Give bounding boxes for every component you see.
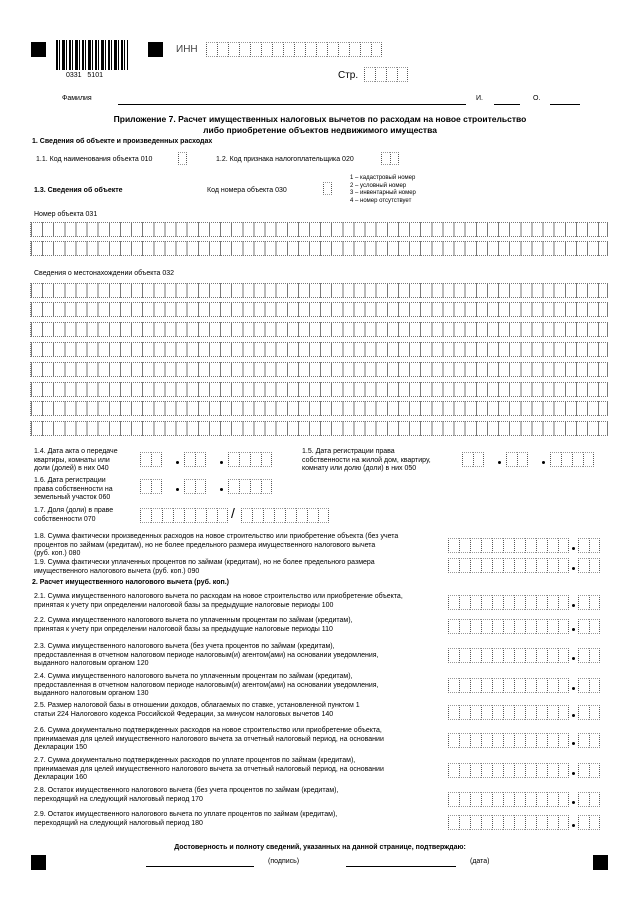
inn-field[interactable] xyxy=(206,42,382,57)
page-label: Стр. xyxy=(338,70,359,81)
field-2-1-line-2: принятая к учету при определении налоговой базы за предыдущие налоговые периоды 100 xyxy=(34,601,334,609)
object-number-label: Номер объекта 031 xyxy=(34,211,98,218)
barcode-number: 0331 5101 xyxy=(66,72,103,79)
date-field[interactable] xyxy=(346,866,456,867)
field-1-3-label: 1.3. Сведения об объекте xyxy=(34,187,123,194)
location-row-2[interactable] xyxy=(30,302,608,317)
field-2-9-kopecks[interactable] xyxy=(578,815,600,830)
field-1-5-line-3: комнату или долю (доли) в них 050 xyxy=(302,465,417,472)
date-caption: (дата) xyxy=(470,858,490,865)
field-1-7-numerator[interactable] xyxy=(140,508,228,523)
date-separator xyxy=(176,461,179,464)
field-1-6-line-1: 1.6. Дата регистрации xyxy=(34,477,106,484)
code-legend-4: 4 – номер отсутствует xyxy=(350,197,412,204)
initial-i-label: И. xyxy=(476,95,483,102)
field-1-6-label xyxy=(34,477,113,503)
decimal-point xyxy=(572,687,575,690)
field-2-8-line-1: 2.8. Остаток имущественного налогового вычета (без учета процентов по займам (кредитам), xyxy=(34,787,339,794)
decimal-point xyxy=(572,657,575,660)
field-2-7-label xyxy=(34,757,384,783)
field-2-4-line-3: выданного налоговым органом 130 xyxy=(34,690,149,697)
field-1-2-label: 1.2. Код признака налогоплательщика 020 xyxy=(216,156,354,163)
field-2-2-kopecks[interactable] xyxy=(578,619,600,634)
decimal-point xyxy=(572,772,575,775)
field-1-8-line-3: (руб. коп.) 080 xyxy=(34,550,81,557)
location-row-6[interactable] xyxy=(30,382,608,397)
decimal-point xyxy=(572,567,575,570)
decimal-point xyxy=(572,742,575,745)
field-2-6-kopecks[interactable] xyxy=(578,733,600,748)
field-2-2-line-2: принятая к учету при определении налоговой базы за предыдущие налоговые периоды 110 xyxy=(34,625,333,633)
title-line-2: либо приобретение объектов недвижимого имущества xyxy=(203,125,437,135)
field-1-8-input[interactable] xyxy=(448,538,569,553)
code-legend-3: 3 – инвентарный номер xyxy=(350,190,416,196)
field-1-5-month[interactable] xyxy=(506,452,528,467)
object-number-row-1[interactable] xyxy=(30,222,608,237)
field-2-8-label xyxy=(34,787,338,804)
field-2-7-line-2: принимаемая для целей имущественного налогового вычета за отчетный налоговый период, на основании xyxy=(34,765,384,773)
share-slash: / xyxy=(231,505,235,521)
field-1-3-code-label: Код номера объекта 030 xyxy=(207,187,287,194)
surname-field[interactable] xyxy=(118,104,466,105)
field-1-4-year[interactable] xyxy=(228,452,272,467)
field-1-9-line-2: имущественного налогового вычета (руб. коп.) 090 xyxy=(34,567,200,575)
field-1-1-input[interactable] xyxy=(178,152,187,165)
field-2-5-line-2: статьи 224 Налогового кодекса Российской Федерации, за минусом налоговых вычетов 140 xyxy=(34,710,334,718)
initial-o-label: О. xyxy=(533,95,541,102)
page-title xyxy=(0,114,640,136)
corner-marker-top-left xyxy=(31,42,46,57)
field-2-4-kopecks[interactable] xyxy=(578,678,600,693)
title-line-1: Приложение 7. Расчет имущественных налоговых вычетов по расходам на новое строительство xyxy=(113,114,527,124)
field-1-2-input[interactable] xyxy=(381,152,399,165)
corner-marker-bottom-left xyxy=(31,855,46,870)
field-1-6-month[interactable] xyxy=(184,479,206,494)
initial-i-field[interactable] xyxy=(494,104,520,105)
field-2-6-line-3: Декларации 150 xyxy=(34,744,87,751)
decimal-point xyxy=(572,714,575,717)
code-legend-2: 2 – условный номер xyxy=(350,182,407,189)
decimal-point xyxy=(572,604,575,607)
field-1-4-month[interactable] xyxy=(184,452,206,467)
section-2-heading: 2. Расчет имущественного налогового вычета (руб. коп.) xyxy=(32,579,229,586)
decimal-point xyxy=(572,547,575,550)
field-1-7-line-2: собственности 070 xyxy=(34,515,96,523)
date-separator xyxy=(176,488,179,491)
field-2-4-line-2: предоставленная в отчетном налоговом периоде налоговым(и) агентом(ами) на основании уведомления, xyxy=(34,681,379,689)
confirmation-text: Достоверность и полноту сведений, указанных на данной странице, подтверждаю: xyxy=(174,844,466,851)
field-2-7-line-1: 2.7. Сумма документально подтвержденных расходов по уплате процентов по займам (кредитам), xyxy=(34,757,356,764)
field-1-9-kopecks[interactable] xyxy=(578,558,600,573)
field-2-6-input[interactable] xyxy=(448,733,569,748)
field-2-1-input[interactable] xyxy=(448,595,569,610)
date-separator xyxy=(220,488,223,491)
location-row-7[interactable] xyxy=(30,401,608,416)
field-1-4-line-1: 1.4. Дата акта о передаче xyxy=(34,448,118,455)
code-legend xyxy=(350,175,416,205)
field-2-2-input[interactable] xyxy=(448,619,569,634)
field-2-2-line-1: 2.2. Сумма имущественного налогового вычета по уплаченным процентам по займам (кредитам), xyxy=(34,617,353,624)
field-1-4-label xyxy=(34,448,118,474)
location-row-8[interactable] xyxy=(30,421,608,436)
field-1-9-line-1: 1.9. Сумма фактически уплаченных процентов по займам (кредитам), но не более предельного размера xyxy=(34,559,375,566)
field-1-5-label xyxy=(302,448,431,474)
field-1-6-line-3: земельный участок 060 xyxy=(34,494,111,501)
field-2-7-line-3: Декларации 160 xyxy=(34,774,87,781)
location-row-3[interactable] xyxy=(30,322,608,337)
field-2-7-kopecks[interactable] xyxy=(578,763,600,778)
field-1-4-line-2: квартиры, комнаты или xyxy=(34,456,110,464)
field-2-8-line-2: переходящий на следующий налоговый период 170 xyxy=(34,795,203,803)
field-1-5-line-1: 1.5. Дата регистрации права xyxy=(302,448,395,455)
field-1-3-code-input[interactable] xyxy=(323,182,332,195)
corner-marker-top-right xyxy=(148,42,163,57)
section-1-heading: 1. Сведения об объекте и произведенных расходах xyxy=(32,138,213,145)
field-1-6-year[interactable] xyxy=(228,479,272,494)
barcode xyxy=(56,40,128,70)
field-2-3-kopecks[interactable] xyxy=(578,648,600,663)
inn-label: ИНН xyxy=(176,44,198,55)
field-1-6-line-2: права собственности на xyxy=(34,485,113,493)
date-separator xyxy=(220,461,223,464)
decimal-point xyxy=(572,801,575,804)
field-2-2-label xyxy=(34,617,353,634)
location-row-4[interactable] xyxy=(30,342,608,357)
field-2-3-label xyxy=(34,643,378,669)
field-1-7-denominator[interactable] xyxy=(241,508,329,523)
field-2-3-line-3: выданного налоговым органом 120 xyxy=(34,660,149,667)
field-2-6-line-2: принимаемая для целей имущественного налогового вычета за отчетный налоговый период, на основании xyxy=(34,735,384,743)
field-2-3-line-2: предоставленная в отчетном налоговом периоде налоговым(и) агентом(ами) на основании уведомления, xyxy=(34,651,379,659)
field-1-8-line-1: 1.8. Сумма фактически произведенных расходов на новое строительство или приобретение объекта (без учета xyxy=(34,533,399,540)
location-label: Сведения о местонахождении объекта 032 xyxy=(34,270,174,277)
field-2-1-kopecks[interactable] xyxy=(578,595,600,610)
surname-label: Фамилия xyxy=(62,95,92,102)
date-separator xyxy=(498,461,501,464)
page-number-field[interactable] xyxy=(364,67,408,82)
field-2-1-line-1: 2.1. Сумма имущественного налогового вычета по расходам на новое строительство или приобретение объекта, xyxy=(34,593,403,600)
date-separator xyxy=(542,461,545,464)
field-2-1-label xyxy=(34,593,403,610)
signature-caption: (подпись) xyxy=(268,858,300,865)
field-2-9-line-1: 2.9. Остаток имущественного налогового вычета по уплате процентов по займам (кредитам), xyxy=(34,811,338,818)
field-2-5-label xyxy=(34,702,360,719)
field-2-9-line-2: переходящий на следующий налоговый период 180 xyxy=(34,819,203,827)
field-1-6-day[interactable] xyxy=(140,479,162,494)
initial-o-field[interactable] xyxy=(550,104,580,105)
field-1-4-day[interactable] xyxy=(140,452,162,467)
field-2-5-line-1: 2.5. Размер налоговой базы в отношении доходов, облагаемых по ставке, установленной пунктом 1 xyxy=(34,702,360,709)
field-2-3-input[interactable] xyxy=(448,648,569,663)
field-1-5-day[interactable] xyxy=(462,452,484,467)
field-2-3-line-1: 2.3. Сумма имущественного налогового вычета (без учета процентов по займам (кредитам), xyxy=(34,643,335,650)
object-number-row-2[interactable] xyxy=(30,241,608,256)
field-2-6-label xyxy=(34,727,384,753)
field-1-7-label xyxy=(34,507,113,524)
field-1-5-line-2: собственности на жилой дом, квартиру, xyxy=(302,456,431,464)
signature-field[interactable] xyxy=(146,866,254,867)
field-1-4-line-3: доли (долей) в них 040 xyxy=(34,465,109,472)
field-2-4-line-1: 2.4. Сумма имущественного налогового вычета по уплаченным процентам по займам (кредитам), xyxy=(34,673,353,680)
field-2-4-input[interactable] xyxy=(448,678,569,693)
field-1-5-year[interactable] xyxy=(550,452,594,467)
location-row-5[interactable] xyxy=(30,362,608,377)
field-1-9-input[interactable] xyxy=(448,558,569,573)
code-legend-1: 1 – кадастровый номер xyxy=(350,175,416,181)
field-2-8-kopecks[interactable] xyxy=(578,792,600,807)
field-2-6-line-1: 2.6. Сумма документально подтвержденных расходов на новое строительство или приобретение объекта, xyxy=(34,727,382,734)
field-2-5-kopecks[interactable] xyxy=(578,705,600,720)
decimal-point xyxy=(572,628,575,631)
field-1-8-kopecks[interactable] xyxy=(578,538,600,553)
field-2-7-input[interactable] xyxy=(448,763,569,778)
field-2-9-input[interactable] xyxy=(448,815,569,830)
field-2-8-input[interactable] xyxy=(448,792,569,807)
field-1-1-label: 1.1. Код наименования объекта 010 xyxy=(36,156,153,163)
field-1-8-label xyxy=(34,533,398,559)
field-2-9-label xyxy=(34,811,337,828)
field-1-8-line-2: процентов по займам (кредитам), но не более предельного размера имущественного налогового вычета xyxy=(34,541,376,549)
field-1-9-label xyxy=(34,559,375,576)
field-2-5-input[interactable] xyxy=(448,705,569,720)
location-row-1[interactable] xyxy=(30,283,608,298)
field-2-4-label xyxy=(34,673,378,699)
field-1-7-line-1: 1.7. Доля (доли) в праве xyxy=(34,507,114,514)
corner-marker-bottom-right xyxy=(593,855,608,870)
decimal-point xyxy=(572,824,575,827)
